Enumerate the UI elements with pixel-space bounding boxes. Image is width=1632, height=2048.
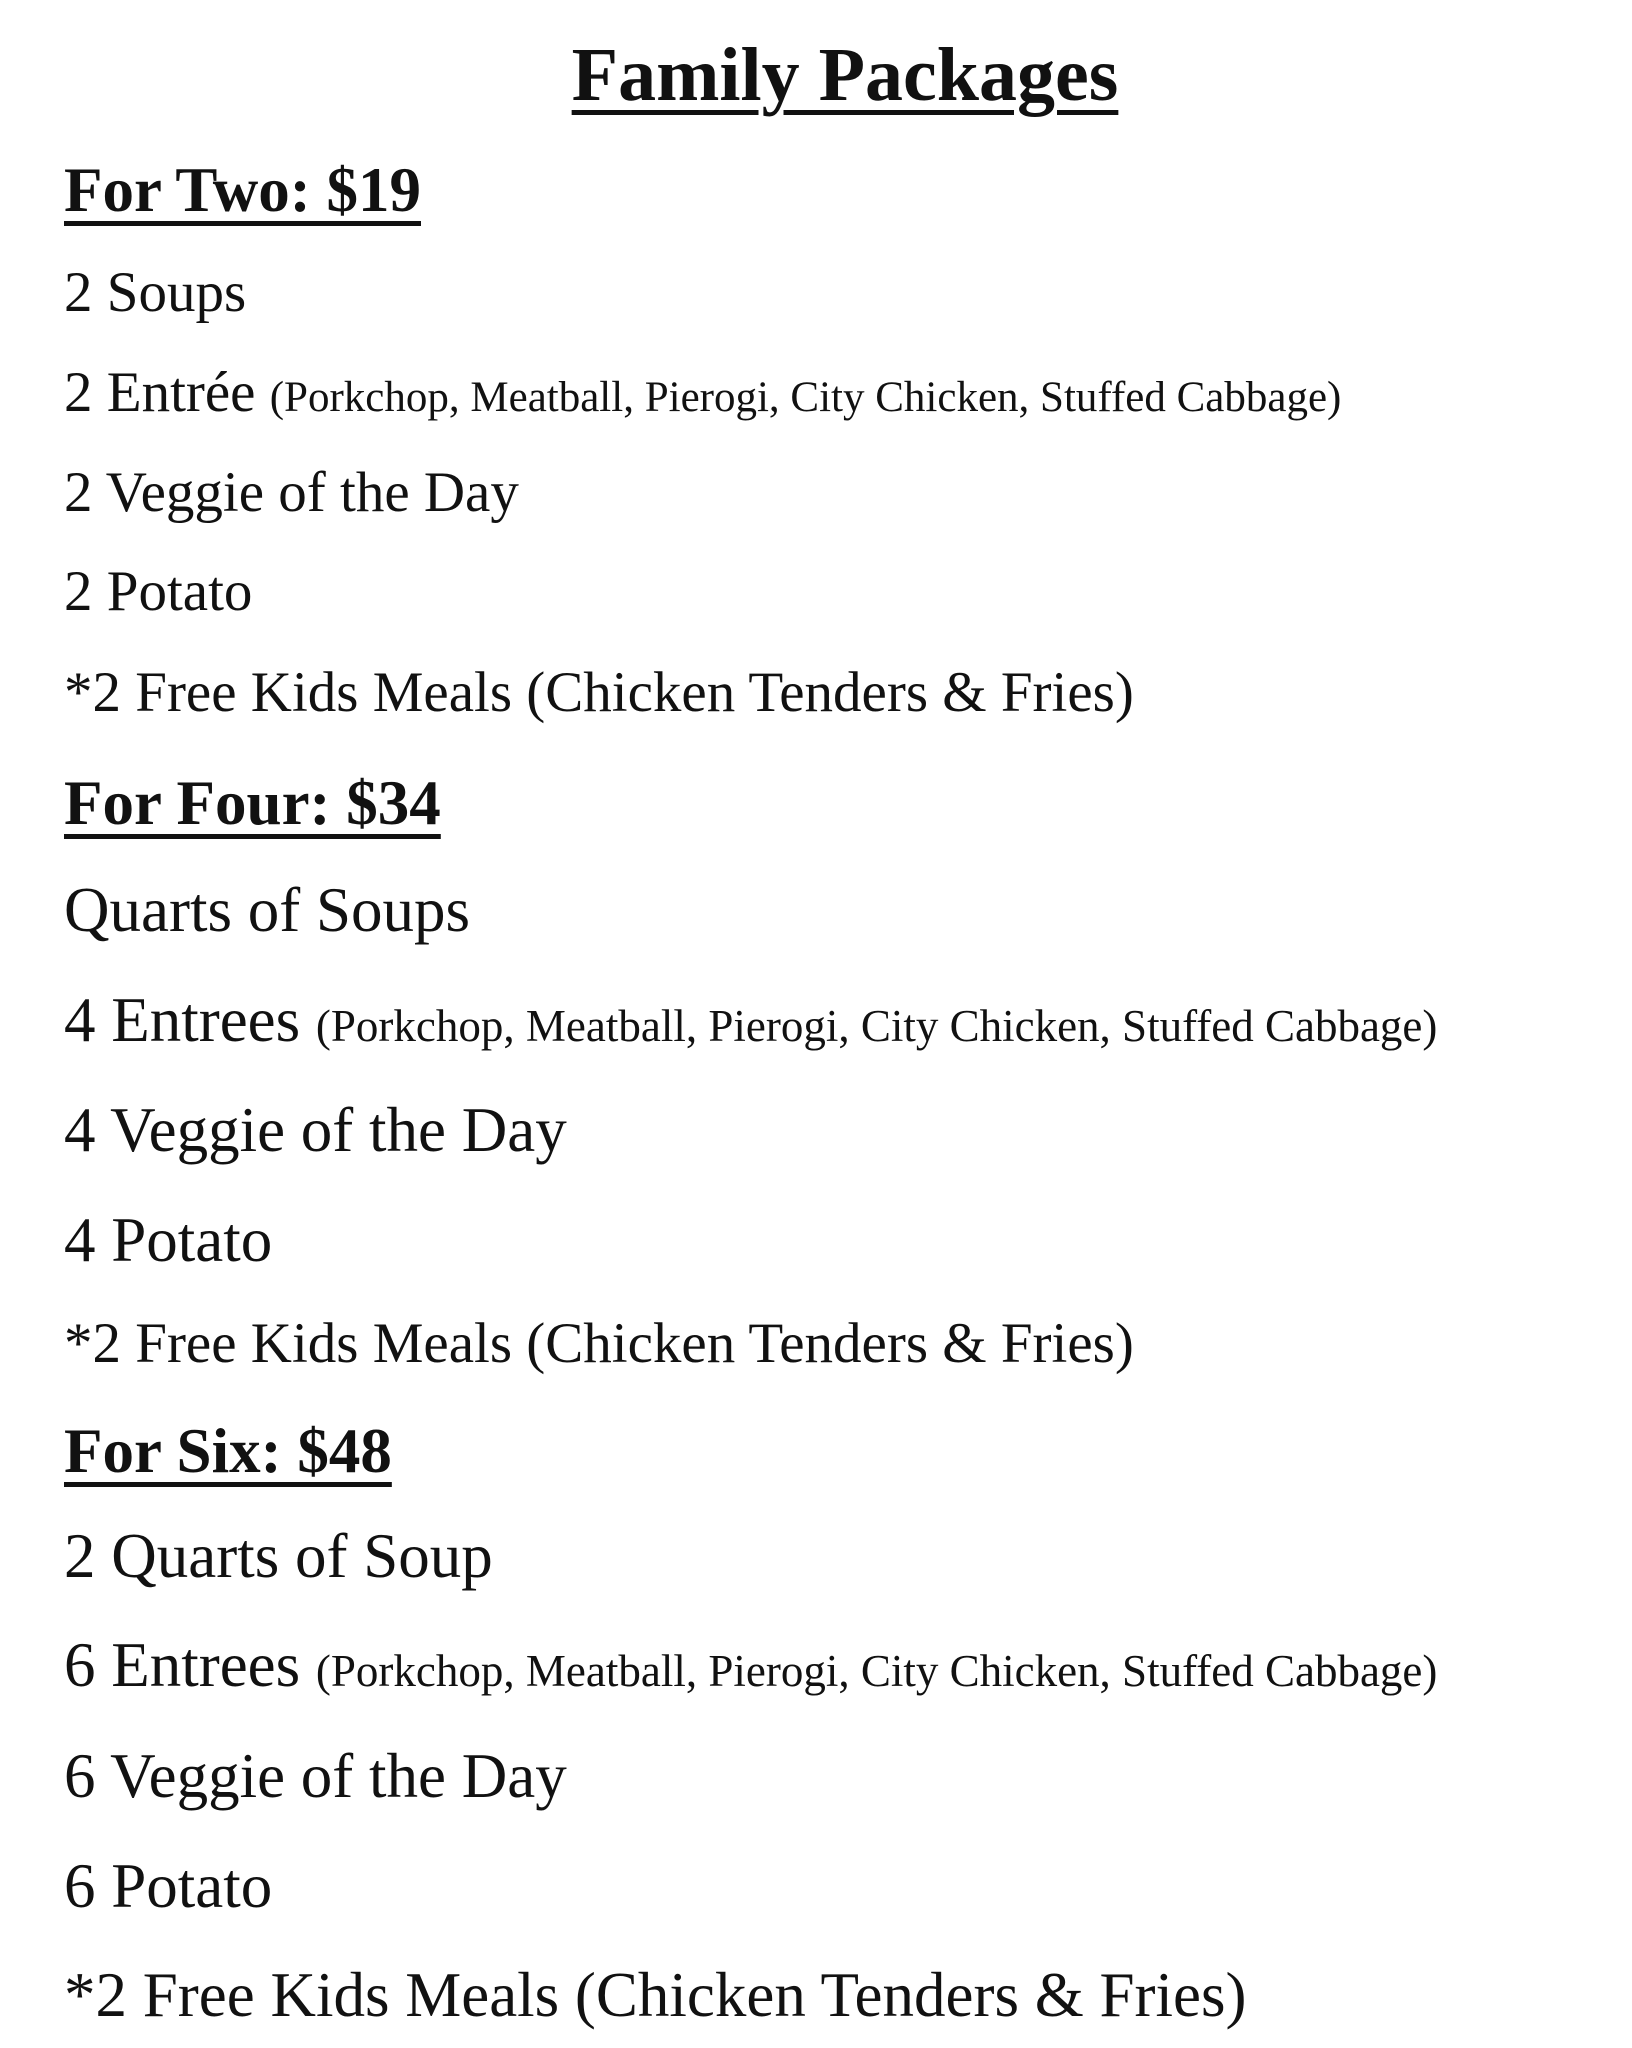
package-four-item-potato: 4 Potato xyxy=(64,1205,273,1275)
package-two-item-veggie: 2 Veggie of the Day xyxy=(64,461,519,524)
package-two-item-entree: 2 Entrée (Porkchop, Meatball, Pierogi, City Chicken, Stuffed Cabbage) xyxy=(64,361,1342,424)
package-two-item-potato: 2 Potato xyxy=(64,560,253,623)
package-four-item-entrees: 4 Entrees (Porkchop, Meatball, Pierogi, City Chicken, Stuffed Cabbage) xyxy=(64,985,1438,1055)
package-two-item-soups: 2 Soups xyxy=(64,261,247,324)
package-four-item-veggie: 4 Veggie of the Day xyxy=(64,1095,567,1165)
entree-options: (Porkchop, Meatball, Pierogi, City Chicken, Stuffed Cabbage) xyxy=(315,1001,1438,1051)
package-six-item-soup: 2 Quarts of Soup xyxy=(64,1521,493,1591)
package-six-item-entrees: 6 Entrees (Porkchop, Meatball, Pierogi, City Chicken, Stuffed Cabbage) xyxy=(64,1630,1438,1700)
package-six-item-veggie: 6 Veggie of the Day xyxy=(64,1741,567,1811)
package-heading-four: For Four: $34 xyxy=(64,768,441,838)
package-six-item-kids-meals: *2 Free Kids Meals (Chicken Tenders & Fries) xyxy=(64,1960,1247,2030)
package-two-item-kids-meals: *2 Free Kids Meals (Chicken Tenders & Fries) xyxy=(64,661,1134,724)
package-four-item-kids-meals: *2 Free Kids Meals (Chicken Tenders & Fries) xyxy=(64,1312,1134,1375)
entree-options: (Porkchop, Meatball, Pierogi, City Chicken, Stuffed Cabbage) xyxy=(315,1646,1438,1696)
package-six-item-potato: 6 Potato xyxy=(64,1851,273,1921)
entree-options: (Porkchop, Meatball, Pierogi, City Chicken, Stuffed Cabbage) xyxy=(269,374,1342,421)
package-heading-two: For Two: $19 xyxy=(64,155,421,225)
package-four-item-soups: Quarts of Soups xyxy=(64,875,470,945)
package-heading-six: For Six: $48 xyxy=(64,1416,392,1486)
page-title: Family Packages xyxy=(571,33,1119,117)
